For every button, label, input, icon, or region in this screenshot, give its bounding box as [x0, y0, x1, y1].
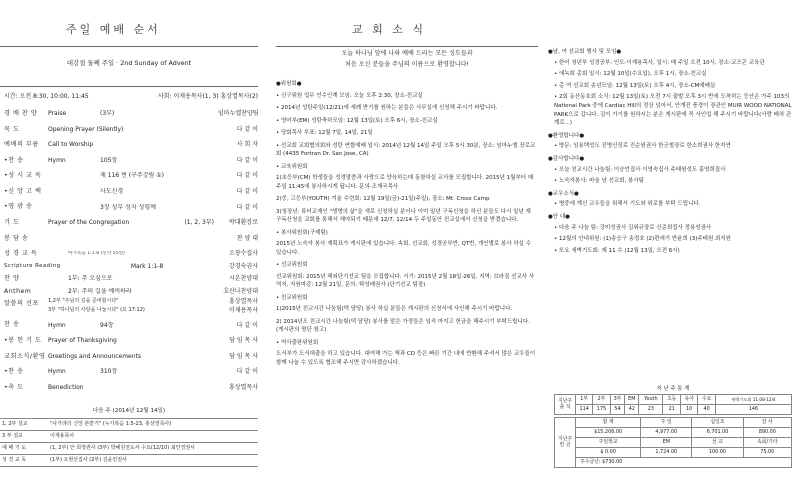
mission-item: 선교위원회: 2015년 해외단기선교 팀을 모집합니다. 시기: 2015년 2월 18일-26일, 지역: 브라질 선교사 사역지, 지원마감: 12월 21일, 문의: 탁성배권사 (단기선교 팀장) — [276, 273, 535, 288]
welcome-heading: ●환영합니다● — [548, 132, 585, 139]
event-item: • 2회 동산동호회 소식: 12월 13일(토) 오전 7시 출발 오후 3시 반에 도착하는 등산은 가주 103의 National Park 중에 Cardiac Hill의 정상 넘어서, 안개진 풍경이 장관인 MUIR WOOD NATIONAL PARK으로 갑니다. 김이 가기를 원하시는 분은 게시판에 꼭 사인업 해 주시기 바랍니다(사랑 배차 관계로...) — [554, 94, 792, 127]
table-row: $15,206.00 4,977.00 6,701.00 890.00 — [555, 427, 792, 437]
fellowship-heading: • 친교위원회 — [276, 294, 308, 301]
offering-table — [554, 417, 792, 468]
notices-list — [548, 48, 794, 258]
mission-heading: • 선교위원회 — [276, 262, 308, 268]
order-item: 경 배 찬 양 Praise (3부) 임마누엘찬양팀 — [4, 109, 259, 118]
table-row — [555, 457, 792, 467]
sermon-preacher-1: 홍상열목사 — [229, 297, 258, 305]
news-item: • 2014년 성탄주일(12/21)에 세례 받기를 원하는 분들은 사무실에 신청해 주시기 바랍니다. — [276, 105, 498, 111]
news-item: • 영어부(EM) 성탄축하모임: 12월 13일(토) 오후 6시, 장소-친교실 — [276, 117, 438, 124]
fellowship-item: 2) 2014년도 친교시간 나눔팀(떡 담당) 봉사를 맡은 가정들은 임직 마지고 헌금을 해주시기 부탁드립니다. (게시판의 명단 참고) — [276, 318, 530, 333]
title-rule — [0, 46, 258, 47]
member-news-heading: ●교우소식● — [548, 190, 579, 197]
order-item: 교회소식/환영 Greetings and Announcements 담 임 목 사 — [4, 352, 258, 360]
guide-item: • 12월의 안내위원: (1)송승구 송정호 (2)편애기 반윤희 (3)주태원 최지원 — [554, 236, 731, 243]
news-list — [276, 80, 536, 371]
event-item: • 에녹회 총회 일시: 12월 10일(수요일), 오후 1시, 장소-친교실 — [554, 71, 707, 78]
order-item: Anthem 2부: 주의 길을 예비하라 호산나찬양대 — [4, 287, 258, 295]
service-info — [4, 93, 258, 101]
table-row: 성 경 교 독 (1부) 오현선집사 (2부) 김윤민권사 — [0, 454, 258, 466]
sermon-item: 말씀의 선포 1,2부 "주님의 길을 준비합시다" 3부 "하나님의 사랑을 나눕시다" (요 17:12) 홍상열목사 이재용목사 — [4, 297, 258, 314]
thanks-heading: ●감사합니다● — [548, 155, 585, 162]
order-item: •신 앙 고 백 사도신경 다 같 이 — [4, 187, 258, 196]
worship-order-list — [4, 106, 258, 396]
order-item: 기 도 Prayer of the Congregation (1, 2, 3부) 박대환장로 — [4, 219, 258, 227]
thanks-item: • 오늘 친교시간 나눔팀: 이승언집사 이영숙집사 주태원성도 홍영희집사 — [554, 166, 726, 173]
table-row: 지난주 헌 금 합 계 주 일 십일조 감 사 — [555, 417, 792, 427]
event-item: • 총 여 선교회 송년모임: 12월 13일(토) 오후 4시, 장소-CM예배실 — [554, 82, 716, 89]
table-row: 3 부 설교 이재용목사 — [0, 430, 258, 442]
order-item: •축 도 Benediction 홍상열목사 — [4, 383, 258, 391]
offering-extra: 주수금년: $730.00 — [576, 457, 792, 467]
welcome-intro: 오늘 하나님 앞에 나와 예배 드리는 모든 성도들과 처음 오신 분들을 주님의 이름으로 환영합니다! — [341, 50, 473, 68]
event-item: • 한어 청년부 성경공부: 인도-이재용목사, 일시: 매 주일 오전 10시, 장소-코즈콘 교육관 — [554, 59, 765, 66]
order-item: 봉 담 송 찬 양 대 — [4, 234, 258, 242]
table-row: 주일학교 EM 선 교 속회/기타 — [555, 437, 792, 447]
history-item: 도서부가 도서대출을 하고 있습니다. 대여해 가는 책과 CD 등은 빠른 기간 내에 반환해 주셔서 많은 교우들이 함께 나눌 수 있도록 협조해 주시면 감사하겠습니다. — [276, 351, 536, 366]
news-item: • 신구위원 업무 인수인계 모임: 오늘 오후 2:30, 장소-친교실 — [276, 92, 423, 99]
order-item: 묵 도 Opening Prayer (Silently) 다 같 이 — [4, 125, 258, 133]
news-item: • 선교회 교회협의회와 성탄 연합예배 일시: 2014년 12월 14일 주일 오후 5시 30분, 장소: 임마누엘 장로교회 (4435 Fortran Dr. San Jose, CA) — [276, 142, 536, 157]
table-row: 114 175 54 42 23 21 10 40 146 — [555, 404, 792, 414]
statistics-title: 지 난 주 통 계 — [656, 386, 690, 392]
education-item: 3)청장년: 류터교재인 "생명의 삶"을 새로 신청하실 분이나 이미 일년 구독신청을 하신 분들도 다시 일년 재구독신청을 교회를 통해서 해야되기 때문에 12/7, 12/14 두 주일동안 친교실에서 신청을 받겠습니다. — [276, 208, 531, 223]
order-item: Scripture Reading Mark 1:1-8 강경숙권사 — [4, 262, 258, 270]
guide-item: • 또요 새벽기도회: 제 11 수 (12월 13일, 오전 6시) — [554, 247, 680, 254]
history-heading: • 역사출판위원회 — [276, 339, 319, 346]
guide-item: • 다음 주 나눔 팀: 강미성권사 김위규장로 신준희집사 정용성권사 — [554, 224, 712, 231]
next-week-duty — [0, 408, 258, 467]
worship-title: 주일 예배 순서 — [66, 23, 161, 36]
service-heading: • 봉사위원회(구제팀) — [276, 229, 328, 236]
sermon-title-2: 3부 "하나님의 사랑을 나눕시다" (요 17:12) — [48, 306, 145, 313]
education-item: 1)초등부(CM) 학생들을 성경말씀과 사랑으로 양육하는데 동참하실 교사를 모집합니다. 2015년 1월부터 매 주일 11:45에 봉사하시게 됩니다. 문의-조재국목사 — [276, 175, 534, 190]
offering-label: 지난주 헌 금 — [555, 417, 576, 467]
service-item: 2015년 노숙자 봉사 계획표가 게시판에 있습니다. 속회, 선교회, 성경공부반, QT반, 개인별로 봉사 하실 수 있습니다. — [276, 241, 532, 256]
duty-table — [0, 418, 258, 467]
education-heading: • 교육위원회 — [276, 163, 308, 170]
service-time: 시간: 오전 8:30, 10:00, 11:45 — [4, 93, 89, 100]
table-row: $ 0.00 1,724.00 100.00 75.00 — [555, 447, 792, 457]
order-item: •영 광 송 3장 성부 성자 성령께 다 같 이 — [4, 203, 258, 211]
weekly-statistics — [554, 386, 792, 468]
order-item: •찬 송 Hymn 105장 다 같 이 — [4, 156, 258, 164]
order-item: •성 시 교 독 제 116 번 (구주강림 ①) 다 같 이 — [4, 172, 258, 180]
church-news-column — [276, 0, 538, 486]
service-presider: 사회: 이재용목사(1, 3) 홍상열목사(2) — [157, 93, 258, 100]
worship-order-column — [0, 0, 258, 486]
order-item: •찬 송 Hymn 310장 다 같 이 — [4, 368, 258, 376]
sermon-title-1: 1,2부 "주님의 길을 준비합시다" — [48, 297, 119, 304]
member-news-item: • 병중에 계신 교우들을 위해서 기도와 위로를 부탁 드립니다. — [554, 201, 701, 208]
order-item: •봉 헌 기 도 Prayer of Thanksgiving 담 임 목 사 — [4, 337, 258, 345]
order-item: 찬 송 Hymn 94장 다 같 이 — [4, 321, 258, 329]
thanks-item: • 노숙자봉사: 바울 남 선교회, 봉사팀 — [554, 178, 644, 185]
news-rule — [276, 46, 538, 47]
table-row: 1, 2부 설교 "사가랴의 신앙 본받기" (누가복음 1:5-23, 홍상열목사) — [0, 418, 258, 430]
next-week-title: 다음 주 (2014년 12월 14일) — [92, 408, 166, 414]
table-row: 예 배 기 도 (1, 2부) 안 희정권사 (3부) 박혜원전도사 수요(12/10) 최안경권사 — [0, 442, 258, 454]
committee-heading: ●위원회● — [276, 81, 302, 87]
guide-heading: ●안 내● — [548, 213, 570, 220]
table-row: 지난주 출 석 1부 2부 3부 EM Youth 초등 유아 수요 새벽기도회 11.08-12/4 — [555, 394, 792, 404]
events-heading: ●남, 여 선교회 행사 및 모임● — [548, 49, 622, 55]
notices-column — [548, 0, 794, 486]
fellowship-item: 1)2015년 친교시간 나눔팀(떡 담당) 봉사 하실 분들은 게시판의 신청서에 사인해 주시기 바랍니다. — [276, 306, 513, 312]
order-item: 성 경 교 독 마가복음 1:1-8 (신약 55면) 오창수집사 — [4, 250, 258, 258]
news-item: • 당회목사 투표: 12월 7일, 14일, 21일 — [276, 130, 373, 136]
worship-subtitle: 대강절 둘째 주일 · 2nd Sunday of Advent — [66, 59, 192, 67]
order-item: 예배의 부름 Call to Worship 사 회 자 — [4, 141, 258, 149]
attendance-table — [554, 394, 792, 415]
education-item: 2)중, 고등부(YOUTH) 겨울 수련회: 12월 19일(금)-21일(주일), 장소: Mt. Cross Camp — [276, 196, 490, 202]
subtitle-rule — [0, 86, 258, 87]
news-title: 교 회 소 식 — [352, 23, 426, 36]
order-item: 찬 양 1부: 주 오심으로 시온찬양대 — [4, 274, 258, 282]
attendance-label: 지난주 출 석 — [555, 394, 576, 414]
sermon-preacher-2: 이재용목사 — [229, 306, 258, 314]
welcome-item: • 방문: 임용택성도 진병신장로 진순원권사 한군철장로 한소희권사 한지연 — [554, 143, 731, 150]
